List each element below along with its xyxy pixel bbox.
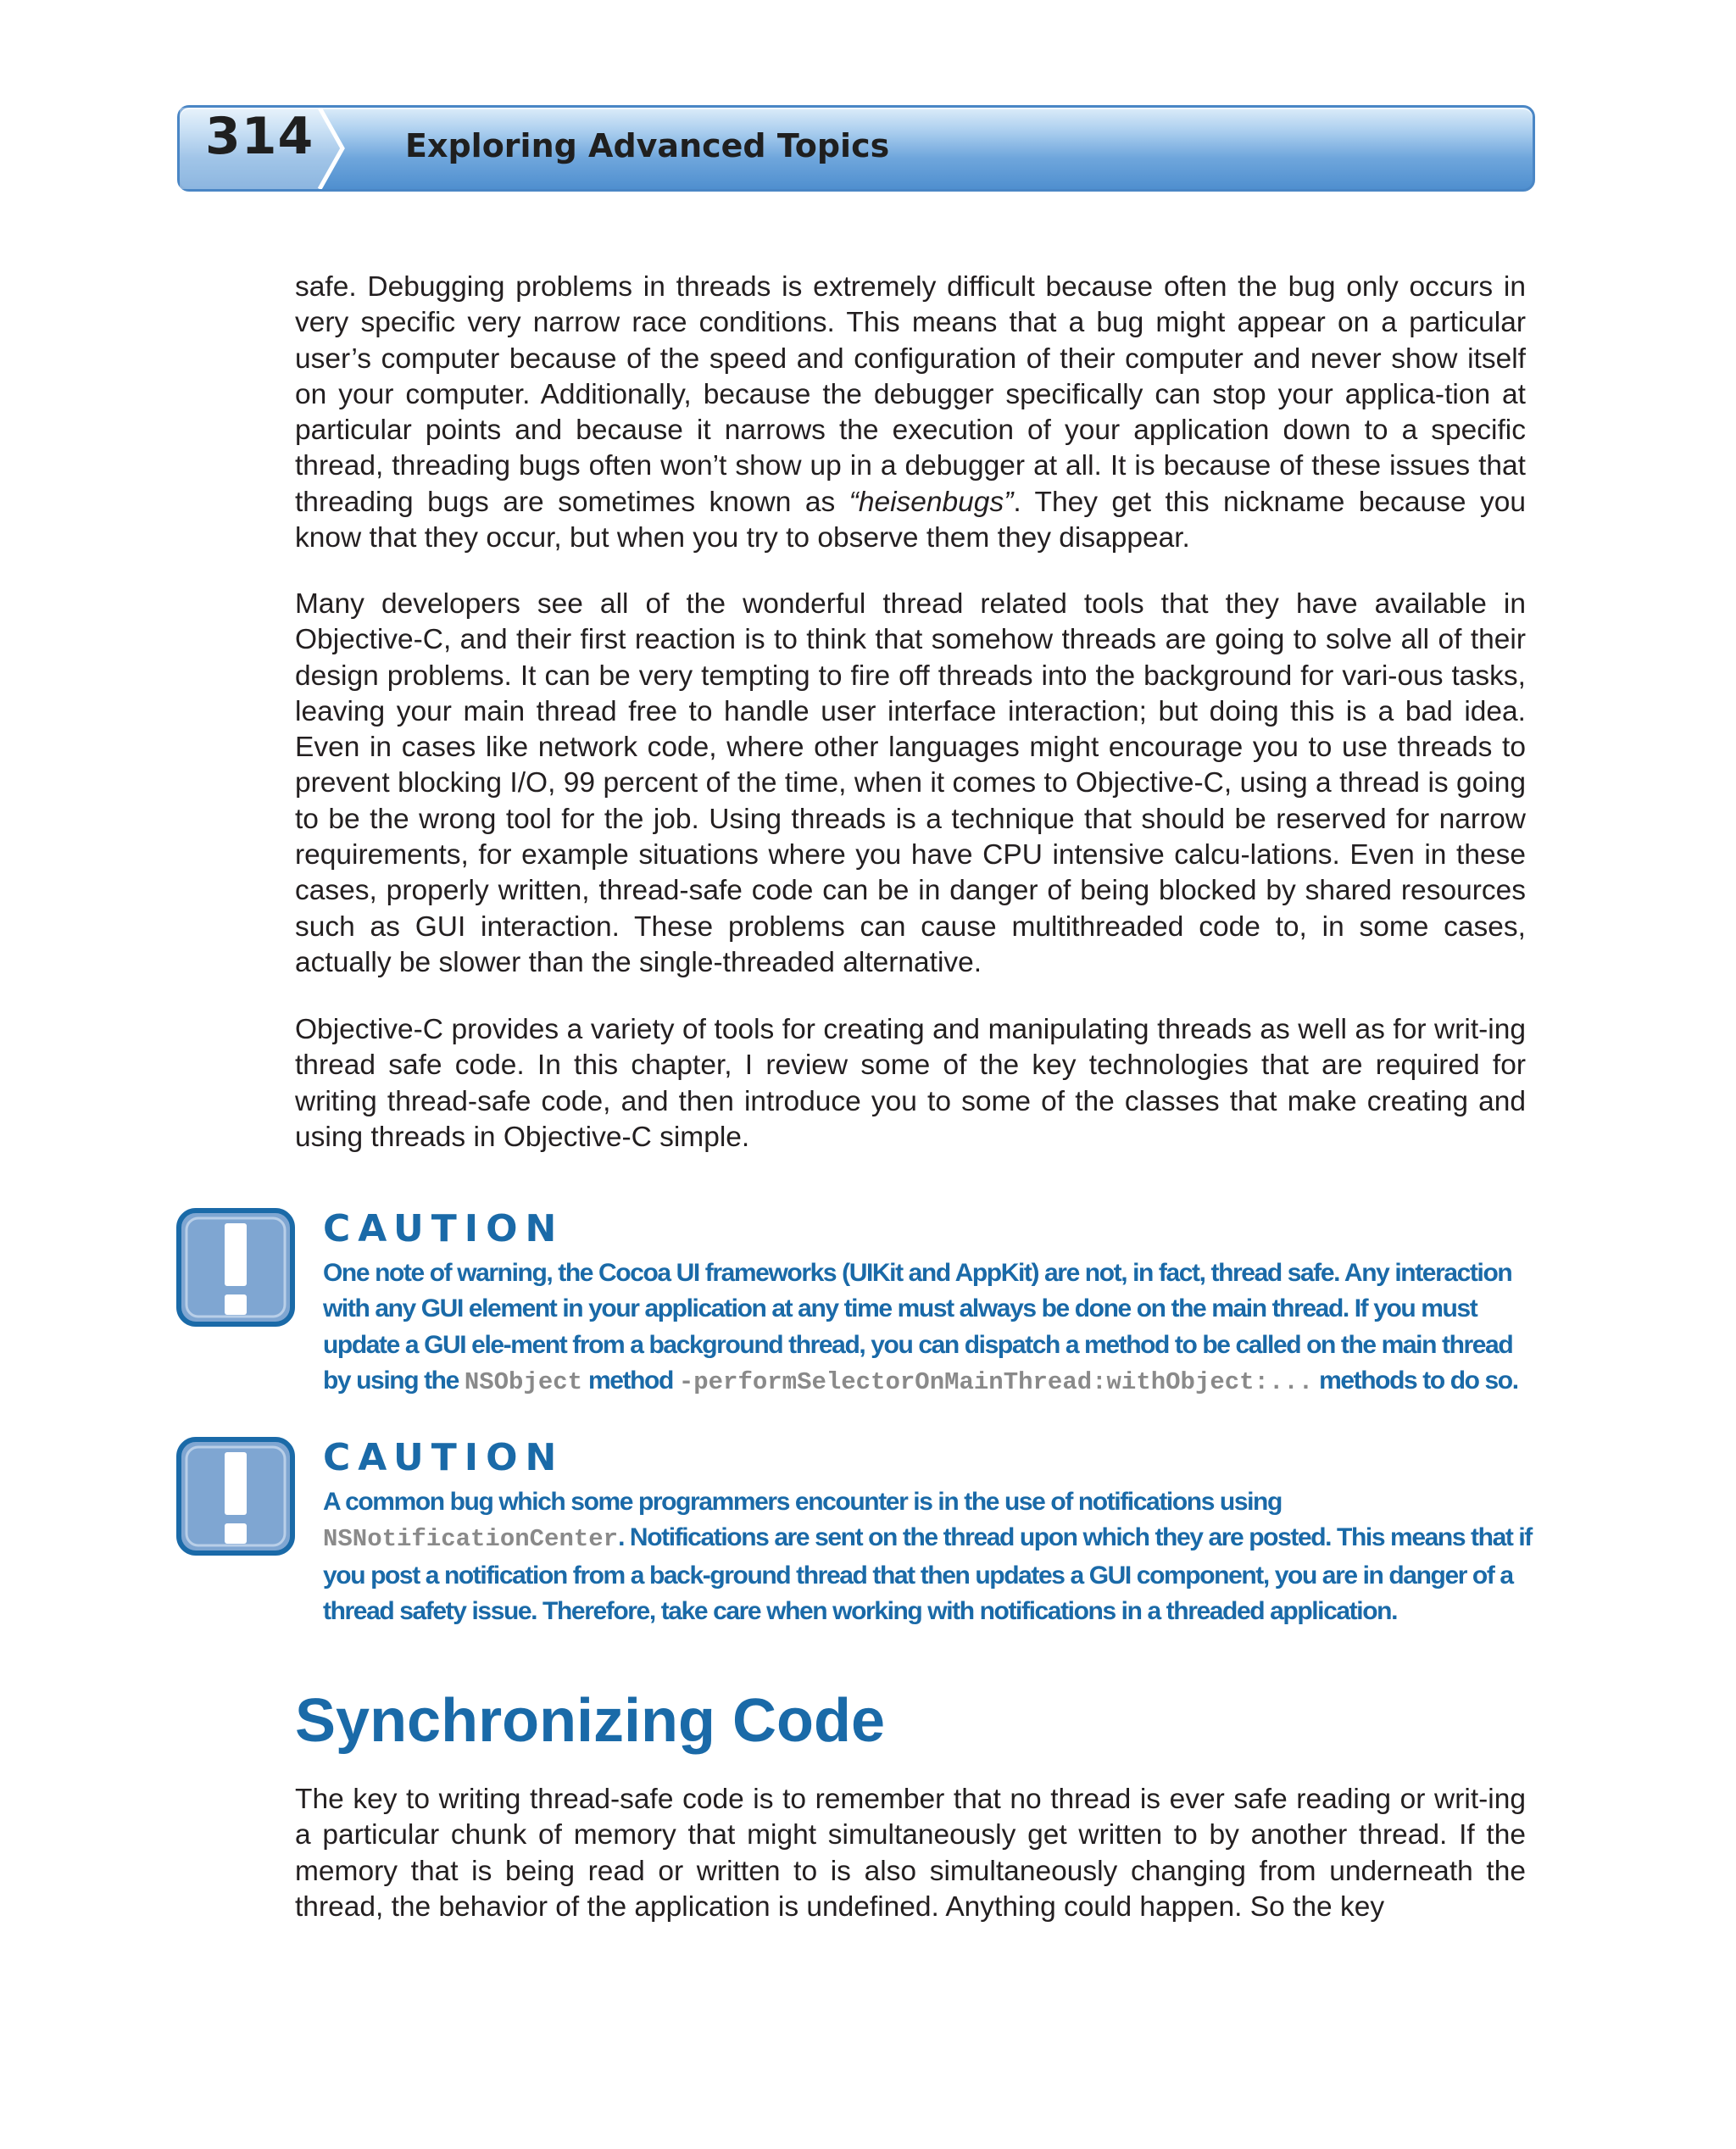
caution-title: CAUTION — [323, 1207, 565, 1250]
caution-body — [323, 1255, 1539, 1400]
caution-title: CAUTION — [323, 1436, 565, 1479]
paragraph-1-block — [295, 270, 1526, 556]
caution-content — [323, 1437, 1539, 1629]
paragraph: The key to writing thread-safe code is to remember that no thread is ever safe reading or writ-ing a particular chunk of memory that might simultaneously get written to by another thread. If the memory that is being read or written to is also simultaneously changing from underneath the thread, the behavior of the application is undefined. Anything could happen. So the key — [295, 1784, 1526, 1923]
code-term: NSObject — [464, 1367, 583, 1396]
section-heading: Synchronizing Code — [295, 1687, 886, 1755]
code-term: NSNotificationCenter — [323, 1525, 619, 1554]
exclamation-icon — [176, 1437, 295, 1556]
caution-text: One note of warning, the Cocoa UI frameworks (UIKit and AppKit) are not, in fact, thread safe. Any interaction with any GUI element in your application at any time must always be done on the main thread. If you must update a GUI ele-ment from a background thread, you can dispatch a method to be called on the main thread by using the — [323, 1259, 1513, 1395]
caution-text: method — [582, 1366, 679, 1395]
section-paragraph-block — [295, 1782, 1526, 1925]
paragraph-text: safe. Debugging problems in threads is extremely difficult because often the bug only occurs in very specific very narrow race conditions. This means that a bug might appear on a particular user’s computer because of the speed and configuration of their computer and never show itself on your computer. Additionally, because the debugger specifically can stop your applica-tion at particular points and because it narrows the execution of your application down to a specific thread, threading bugs often won’t show up in a debugger at all. It is because of these issues that threading bugs are sometimes known as — [295, 271, 1526, 518]
paragraph-text: . They get this nickname because you know that they occur, but when you try to observe them they disappear. — [295, 486, 1526, 554]
running-header-title: Exploring Advanced Topics — [405, 127, 890, 164]
page-number: 314 — [205, 107, 314, 166]
paragraph: Objective-C provides a variety of tools for creating and manipulating threads as well as for writ-ing thread safe code. In this chapter, I review some of the key technologies that are required for writing thread-safe code, and then introduce you to some of the classes that make creating and using threads in Objective-C simple. — [295, 1014, 1526, 1153]
emphasis-term: “heisenbugs” — [849, 486, 1014, 518]
caution-text: methods to do so. — [1313, 1366, 1518, 1395]
exclamation-icon — [176, 1208, 295, 1327]
caution-text: A common bug which some programmers encounter is in the use of notifications using — [323, 1488, 1282, 1516]
paragraph-2-block — [295, 587, 1526, 981]
paragraph-3-block — [295, 1012, 1526, 1155]
paragraph: Many developers see all of the wonderful thread related tools that they have available in Objective-C, and their first reaction is to think that somehow threads are going to solve all of their design problems. It can be very tempting to fire off threads into the background for vari-ous tasks, leaving your main thread free to handle user interface interaction; but doing this is a bad idea. Even in cases like network code, where other languages might encourage you to use threads to prevent blocking I/O, 99 percent of the time, when it comes to Objective-C, using a thread is going to be the wrong tool for the job. Using threads is a technique that should be reserved for narrow requirements, for example situations where you have CPU intensive calcu-lations. Even in these cases, properly written, thread-safe code can be in danger of being blocked by shared resources such as GUI interaction. These problems can cause multithreaded code to, in some cases, actually be slower than the single-threaded alternative. — [295, 588, 1526, 978]
caution-text: . Notifications are sent on the thread upon which they are posted. This means that if you post a notification from a back-ground thread that then updates a GUI component, you are in danger of a thread safety issue. Therefore, take care when working with notifications in a threaded application. — [323, 1523, 1532, 1625]
paragraph — [295, 270, 1526, 556]
code-term: -performSelectorOnMainThread:withObject:... — [678, 1367, 1314, 1396]
caution-body — [323, 1484, 1539, 1629]
caution-content — [323, 1208, 1539, 1400]
